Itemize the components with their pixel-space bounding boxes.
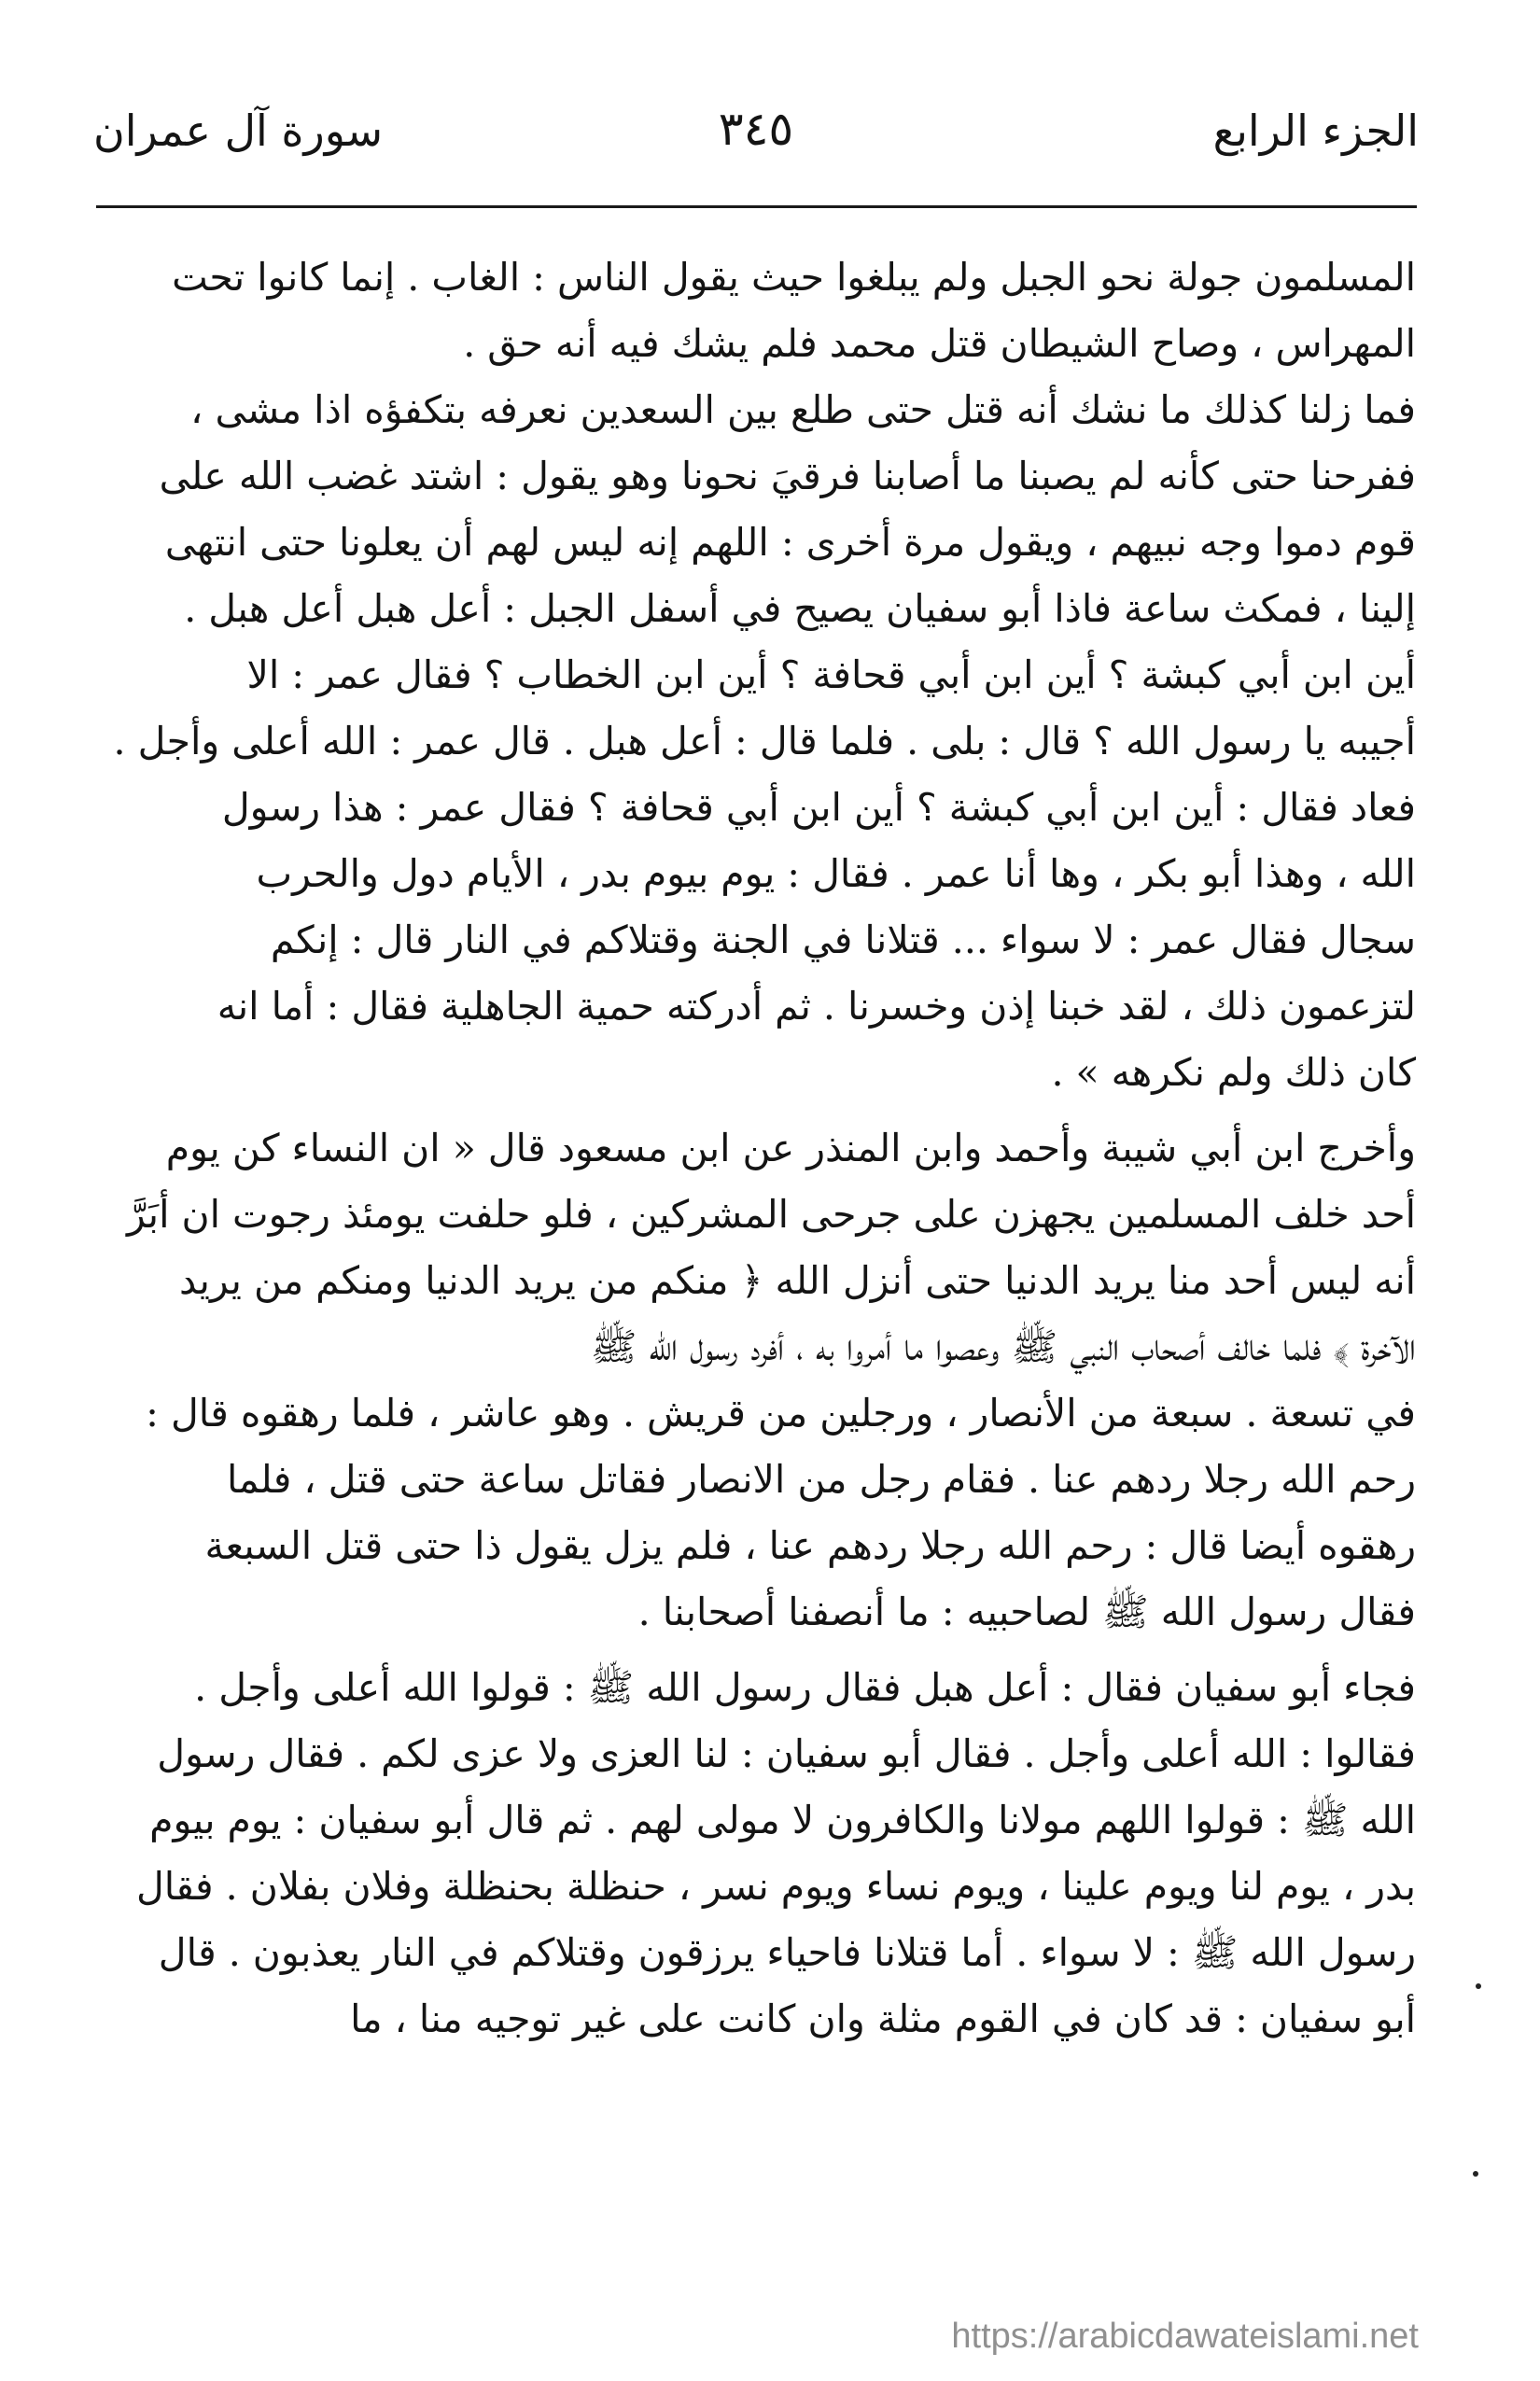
header-divider bbox=[96, 205, 1417, 208]
text-line: المهراس ، وصاح الشيطان قتل محمد فلم يشك فيه أنه حق . bbox=[463, 321, 1416, 366]
text-line: أين ابن أبي كبشة ؟ أين ابن أبي قحافة ؟ أين ابن الخطاب ؟ فقال عمر : الا bbox=[246, 652, 1416, 697]
text-line: كان ذلك ولم نكرهه » . bbox=[1051, 1050, 1416, 1095]
part-label: الجزء الرابع bbox=[1212, 105, 1419, 156]
text-line: قوم دموا وجه نبيهم ، ويقول مرة أخرى : اللهم إنه ليس لهم أن يعلونا حتى انتهى bbox=[164, 520, 1416, 565]
text-line: إلينا ، فمكث ساعة فاذا أبو سفيان يصيح في أسفل الجبل : أعل هبل أعل هبل . bbox=[184, 586, 1416, 631]
watermark-url: https://arabicdawateislami.net bbox=[951, 2317, 1419, 2356]
page-header bbox=[93, 93, 1419, 187]
text-line: الله ، وهذا أبو بكر ، وها أنا عمر . فقال : يوم بيوم بدر ، الأيام دول والحرب bbox=[256, 851, 1416, 896]
text-line: أنه ليس أحد منا يريد الدنيا حتى أنزل الله ﴿ منكم من يريد الدنيا ومنكم من يريد bbox=[178, 1258, 1416, 1303]
page-number: ٣٤٥ bbox=[718, 102, 794, 156]
text-line: أجيبه يا رسول الله ؟ قال : بلى . فلما قال : أعل هبل . قال عمر : الله أعلى وأجل . bbox=[113, 719, 1416, 763]
text-line: ففرحنا حتى كأنه لم يصبنا ما أصابنا فرقيَ نحونا وهو يقول : اشتد غضب الله على bbox=[159, 454, 1416, 498]
body-text bbox=[105, 245, 1416, 2052]
text-line: فقالوا : الله أعلى وأجل . فقال أبو سفيان : لنا العزى ولا عزى لكم . فقال رسول bbox=[157, 1731, 1416, 1776]
text-line: الله ﷺ : قولوا اللهم مولانا والكافرون لا مولى لهم . ثم قال أبو سفيان : يوم بيوم bbox=[149, 1798, 1416, 1842]
text-line: المسلمون جولة نحو الجبل ولم يبلغوا حيث يقول الناس : الغاب . إنما كانوا تحت bbox=[172, 255, 1416, 300]
text-line: فجاء أبو سفيان فقال : أعل هبل فقال رسول الله ﷺ : قولوا الله أعلى وأجل . bbox=[194, 1665, 1416, 1710]
text-line: لتزعمون ذلك ، لقد خبنا إذن وخسرنا . ثم أدركته حمية الجاهلية فقال : أما انه bbox=[217, 984, 1416, 1029]
text-line: سجال فقال عمر : لا سواء ... قتلانا في الجنة وقتلاكم في النار قال : إنكم bbox=[270, 917, 1416, 962]
text-line: رسول الله ﷺ : لا سواء . أما قتلانا فاحياء يرزقون وقتلاكم في النار يعذبون . قال bbox=[158, 1930, 1416, 1975]
text-line: أبو سفيان : قد كان في القوم مثلة وان كانت على غير توجيه منا ، ما bbox=[350, 1996, 1416, 2041]
text-line: رهقوه أيضا قال : رحم الله رجلا ردهم عنا ، فلم يزل يقول ذا حتى قتل السبعة bbox=[204, 1523, 1416, 1568]
margin-mark bbox=[1476, 1983, 1481, 1989]
text-line: رحم الله رجلا ردهم عنا . فقام رجل من الانصار فقاتل ساعة حتى قتل ، فلما bbox=[226, 1457, 1416, 1502]
text-line: بدر ، يوم لنا ويوم علينا ، ويوم نساء ويوم نسر ، حنظلة بحنظلة وفلان بفلان . فقال bbox=[136, 1864, 1416, 1909]
text-line: وأخرج ابن أبي شيبة وأحمد وابن المنذر عن ابن مسعود قال « ان النساء كن يوم bbox=[165, 1126, 1416, 1170]
text-line: أحد خلف المسلمين يجهزن على جرحى المشركين ، فلو حلفت يومئذ رجوت ان أبَرَّ bbox=[127, 1192, 1416, 1237]
text-line: فعاد فقال : أين ابن أبي كبشة ؟ أين ابن أبي قحافة ؟ فقال عمر : هذا رسول bbox=[221, 785, 1416, 830]
text-line: الآخرة ﴾ فلما خالف أصحاب النبي ﷺ وعصوا ما أمروا به ، أفرد رسول الله ﷺ bbox=[590, 1324, 1416, 1369]
surah-label: سورة آل عمران bbox=[93, 105, 384, 156]
text-line: فما زلنا كذلك ما نشك أنه قتل حتى طلع بين السعدين نعرفه بتكفؤه اذا مشى ، bbox=[190, 387, 1416, 432]
text-line: في تسعة . سبعة من الأنصار ، ورجلين من قريش . وهو عاشر ، فلما رهقوه قال : bbox=[146, 1391, 1416, 1436]
text-line: فقال رسول الله ﷺ لصاحبيه : ما أنصفنا أصحابنا . bbox=[637, 1590, 1416, 1634]
margin-mark bbox=[1473, 2171, 1478, 2177]
